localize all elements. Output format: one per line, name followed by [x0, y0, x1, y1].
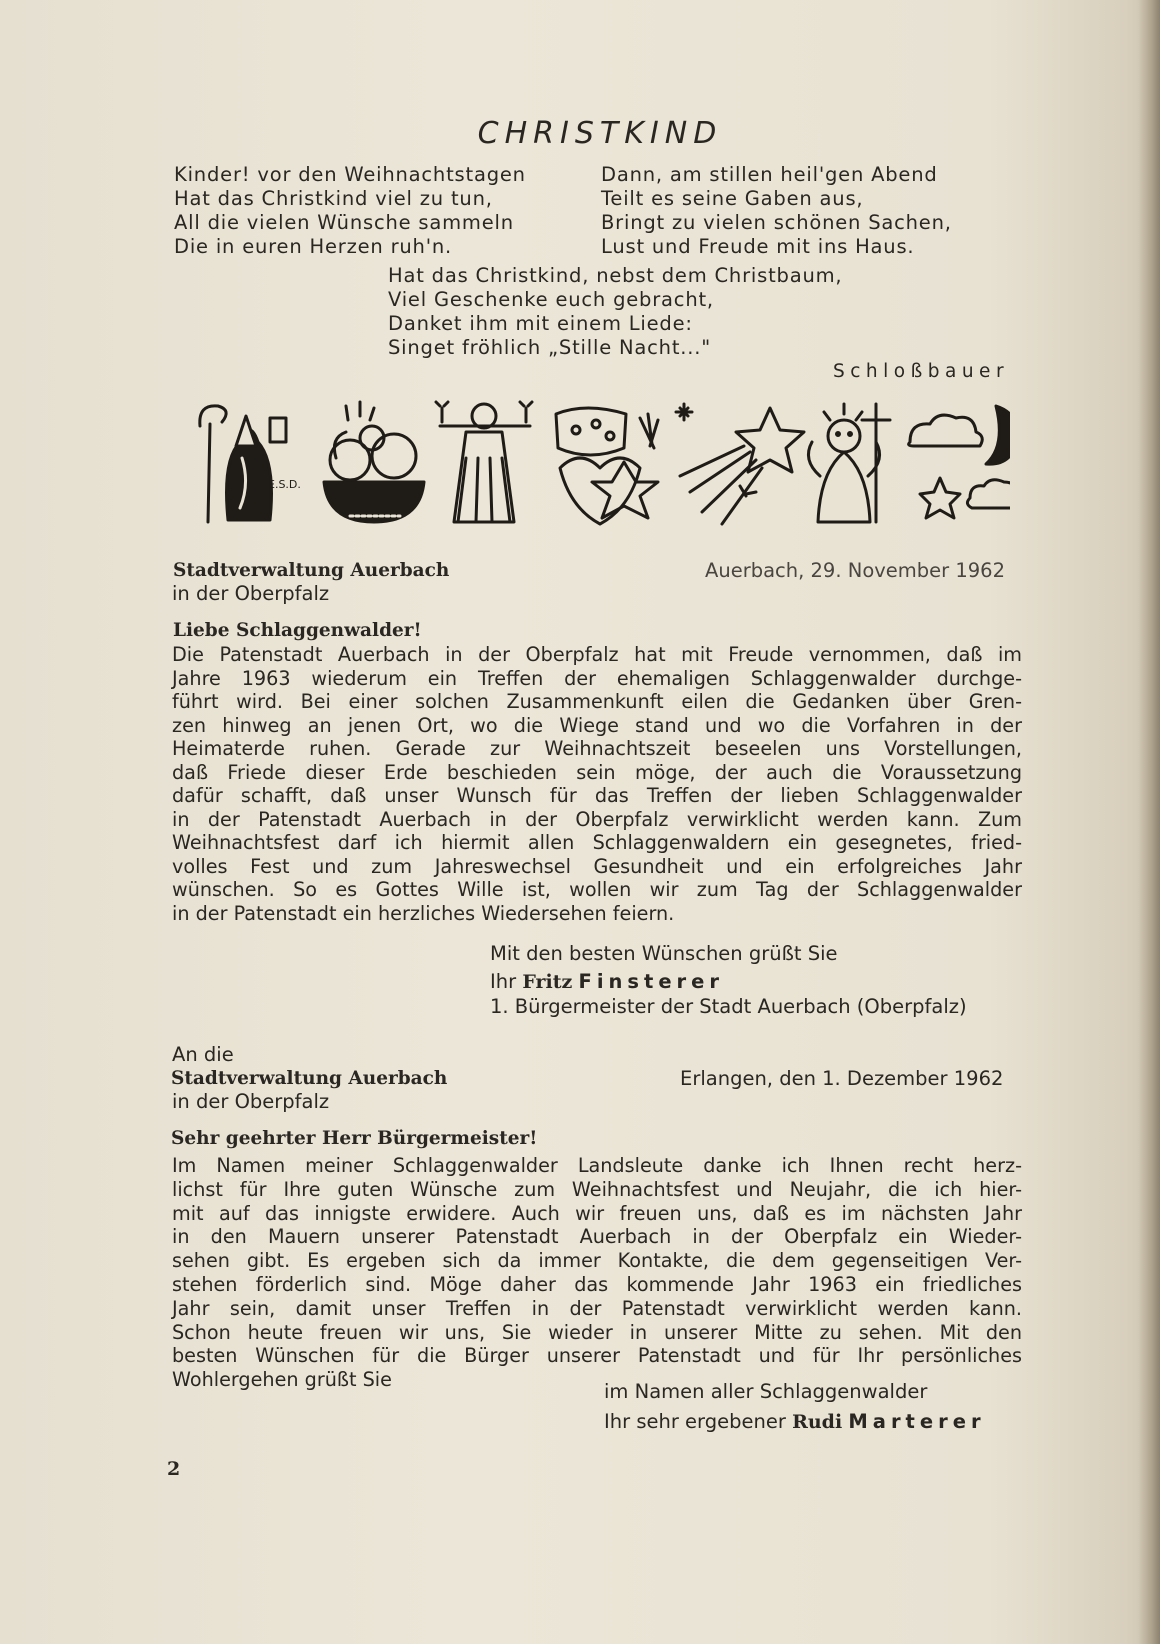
- signature-prefix: Ihr sehr ergebener: [604, 1410, 786, 1433]
- letter1-body-line: dafür schafft, daß unser Wunsch für das Treffen der lieben Schlaggenwalder: [172, 784, 1022, 807]
- letter1-body-line: Weihnachtsfest darf ich hiermit allen Schlaggenwaldern ein gesegnetes, fried-: [172, 831, 1022, 854]
- letter2-recipient-place: in der Oberpfalz: [172, 1090, 330, 1113]
- letter1-closing: Mit den besten Wünschen grüßt Sie: [490, 942, 838, 965]
- letter1-signature: [490, 970, 724, 995]
- letter2-body-line: sehen gibt. Es ergeben sich da immer Kontakte, die dem gegenseitigen Ver-: [172, 1249, 1022, 1273]
- artist-signature: E.S.D.: [268, 478, 301, 491]
- letter1-body-line: führt wird. Bei einer solchen Zusammenkunft eilen die Gedanken über Gren-: [172, 690, 1022, 713]
- letter2-body-line: Jahr sein, damit unser Treffen in der Patenstadt verwirklicht werden kann.: [172, 1296, 1022, 1320]
- poem-title: CHRISTKIND: [477, 116, 723, 151]
- letter1-sender-place: in der Oberpfalz: [172, 582, 330, 605]
- poem-line: All die vielen Wünsche sammeln: [174, 211, 514, 234]
- poem-line: Die in euren Herzen ruh'n.: [174, 235, 453, 258]
- angel-with-candles-icon: [436, 402, 532, 522]
- letter1-body-line: daß Friede dieser Erde beschieden sein möge, der auch die Voraussetzung: [172, 760, 1022, 784]
- fruit-basket-icon: [324, 402, 424, 522]
- letter1-body-line: in der Patenstadt ein herzliches Wiedersehen feiern.: [172, 901, 675, 925]
- letter2-body-line: lichst für Ihre guten Wünsche zum Weihnachtsfest und Neujahr, die ich hier-: [172, 1177, 1022, 1201]
- letter2-to: An die: [172, 1043, 234, 1066]
- letter2-body-line: besten Wünschen für die Bürger unserer Patenstadt und für Ihr persönliches: [172, 1344, 1022, 1368]
- poem-stanza-left: [174, 163, 526, 259]
- poem-line: Hat das Christkind, nebst dem Christbaum,: [388, 264, 843, 287]
- letter2-signature: [604, 1410, 986, 1435]
- poem-stanza-right: [601, 163, 952, 259]
- signature-last-name: Marterer: [848, 1410, 986, 1433]
- clouds-moon-stars-icon: [909, 406, 1010, 518]
- signature-first-name: Rudi: [792, 1411, 843, 1433]
- signature-first-name: Fritz: [522, 971, 573, 993]
- signature-prefix: Ihr: [490, 970, 517, 993]
- poem-line: Danket ihm mit einem Liede:: [388, 312, 693, 335]
- gingerbread-cookies-icon: [556, 408, 658, 524]
- letter1-body-line: volles Fest und zum Jahreswechsel Gesundheit und ein erfolgreiches Jahr: [172, 854, 1022, 878]
- letter1-date: Auerbach, 29. November 1962: [705, 559, 1005, 582]
- page-number: 2: [167, 1458, 181, 1480]
- letter1-body-line: Heimaterde ruhen. Gerade zur Weihnachtszeit beseelen uns Vorstellungen,: [172, 737, 1022, 760]
- letter1-body: [172, 643, 1022, 925]
- letter2-body: [172, 1154, 1022, 1392]
- letter2-body-line: stehen förderlich sind. Möge daher das kommende Jahr 1963 ein friedliches: [172, 1272, 1022, 1296]
- letter2-closing: im Namen aller Schlaggenwalder: [604, 1380, 928, 1403]
- letter2-body-line: Schon heute freuen wir uns, Sie wieder in unserer Mitte zu sehen. Mit den: [172, 1320, 1022, 1344]
- signature-last-name: Finsterer: [578, 970, 724, 993]
- letter1-sender-name: Stadtverwaltung Auerbach: [173, 560, 450, 581]
- poem-line: Lust und Freude mit ins Haus.: [601, 235, 915, 258]
- angel-with-cross-icon: [808, 404, 890, 522]
- page-spine-shadow: [1138, 0, 1160, 1644]
- letter2-body-line: Im Namen meiner Schlaggenwalder Landsleute danke ich Ihnen recht herz-: [172, 1154, 1022, 1177]
- poem-line: Kinder! vor den Weihnachtstagen: [174, 163, 526, 186]
- letter1-body-line: Jahre 1963 wiederum ein Treffen der ehemaligen Schlaggenwalder durchge-: [172, 666, 1022, 690]
- poem-line: Dann, am stillen heil'gen Abend: [601, 163, 938, 186]
- letter2-recipient-name: Stadtverwaltung Auerbach: [171, 1068, 448, 1089]
- poem-line: Singet fröhlich „Stille Nacht...": [388, 336, 712, 359]
- letter1-body-line: zen hinweg an jenen Ort, wo die Wiege stand und wo die Vorfahren in der: [172, 713, 1022, 737]
- shooting-star-icon: [676, 404, 804, 524]
- letter1-body-line: wünschen. So es Gottes Wille ist, wollen wir zum Tag der Schlaggenwalder: [172, 878, 1022, 901]
- st-nicholas-icon: [200, 406, 301, 522]
- poem-line: Teilt es seine Gaben aus,: [601, 187, 864, 210]
- poem-stanza-center: [388, 264, 842, 360]
- letter2-body-line: mit auf das innigste erwidere. Auch wir freuen uns, daß es im nächsten Jahr: [172, 1201, 1022, 1225]
- poem-line: Viel Geschenke euch gebracht,: [388, 288, 714, 311]
- letter1-body-line: in der Patenstadt Auerbach in der Oberpfalz verwirklicht werden kann. Zum: [172, 807, 1022, 831]
- letter2-salutation: Sehr geehrter Herr Bürgermeister!: [171, 1128, 538, 1149]
- poem-author: Schloßbauer: [833, 361, 1010, 382]
- letter1-salutation: Liebe Schlaggenwalder!: [173, 620, 422, 641]
- letter2-body-line: in den Mauern unserer Patenstadt Auerbach in der Oberpfalz ein Wieder-: [172, 1225, 1022, 1249]
- letter2-body-line: Wohlergehen grüßt Sie: [172, 1368, 392, 1392]
- poem-line: Hat das Christkind viel zu tun,: [174, 187, 493, 210]
- poem-line: Bringt zu vielen schönen Sachen,: [601, 211, 952, 234]
- letter2-date: Erlangen, den 1. Dezember 1962: [680, 1067, 1004, 1090]
- christmas-vignettes-strip: [190, 398, 1010, 532]
- letter1-body-line: Die Patenstadt Auerbach in der Oberpfalz hat mit Freude vernommen, daß im: [172, 643, 1022, 666]
- letter1-signature-title: 1. Bürgermeister der Stadt Auerbach (Oberpfalz): [490, 995, 967, 1018]
